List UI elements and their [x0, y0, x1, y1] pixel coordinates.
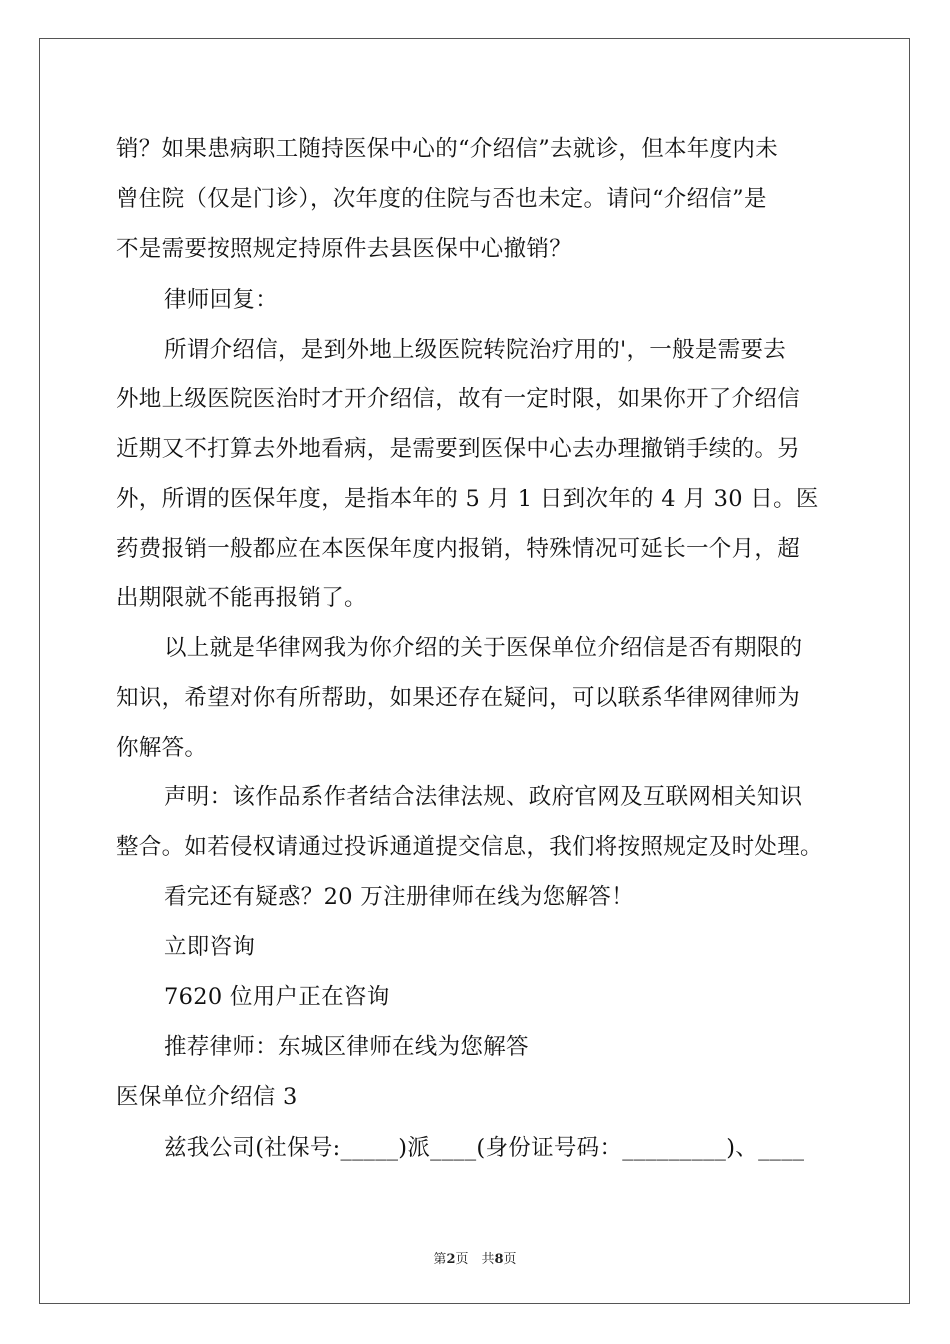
- paragraph-line: 知识，希望对你有所帮助，如果还存在疑问，可以联系华律网律师为: [116, 685, 801, 711]
- paragraph-line: 外地上级医院医治时才开介绍信，故有一定时限，如果你开了介绍信: [116, 386, 801, 412]
- form-line: 兹我公司(社保号:_____)派____(身份证号码：_________)、____: [164, 1135, 805, 1161]
- lawyer-reply-heading: 律师回复：: [164, 287, 279, 313]
- consulting-count: 7620 位用户正在咨询: [164, 984, 390, 1010]
- page-prefix: 第: [433, 1252, 447, 1267]
- page-mid: 页 共: [455, 1252, 495, 1267]
- page-footer: [0, 1248, 950, 1267]
- paragraph-line: 外，所谓的医保年度，是指本年的 5 月 1 日到次年的 4 月 30 日。医: [116, 486, 819, 512]
- page-border: [39, 38, 910, 1304]
- paragraph-line: 近期又不打算去外地看病，是需要到医保中心去办理撤销手续的。另: [116, 436, 801, 462]
- paragraph-line: 不是需要按照规定持原件去县医保中心撤销？: [116, 236, 573, 262]
- page-current: 2: [446, 1252, 456, 1267]
- paragraph-line: 出期限就不能再报销了。: [116, 585, 367, 611]
- page-suffix: 页: [503, 1252, 517, 1267]
- paragraph-line: 曾住院（仅是门诊），次年度的住院与否也未定。请问“介绍信”是: [116, 186, 767, 212]
- promo-line: 看完还有疑惑？20 万注册律师在线为您解答！: [164, 884, 634, 910]
- paragraph-line: 销？如果患病职工随持医保中心的“介绍信”去就诊，但本年度内未: [116, 136, 779, 162]
- section-title: 医保单位介绍信 3: [116, 1084, 298, 1110]
- paragraph-line: 药费报销一般都应在本医保年度内报销，特殊情况可延长一个月，超: [116, 536, 801, 562]
- disclaimer-line: 声明：该作品系作者结合法律法规、政府官网及互联网相关知识: [164, 784, 803, 810]
- page-total: 8: [494, 1252, 504, 1267]
- paragraph-line: 所谓介绍信，是到外地上级医院转院治疗用的'，一般是需要去: [164, 337, 787, 363]
- consult-now-link[interactable]: 立即咨询: [164, 934, 256, 960]
- paragraph-line: 以上就是华律网我为你介绍的关于医保单位介绍信是否有期限的: [164, 635, 803, 661]
- paragraph-line: 你解答。: [116, 735, 208, 761]
- recommended-lawyer: 推荐律师：东城区律师在线为您解答: [164, 1034, 529, 1060]
- disclaimer-line: 整合。如若侵权请通过投诉通道提交信息，我们将按照规定及时处理。: [116, 834, 823, 860]
